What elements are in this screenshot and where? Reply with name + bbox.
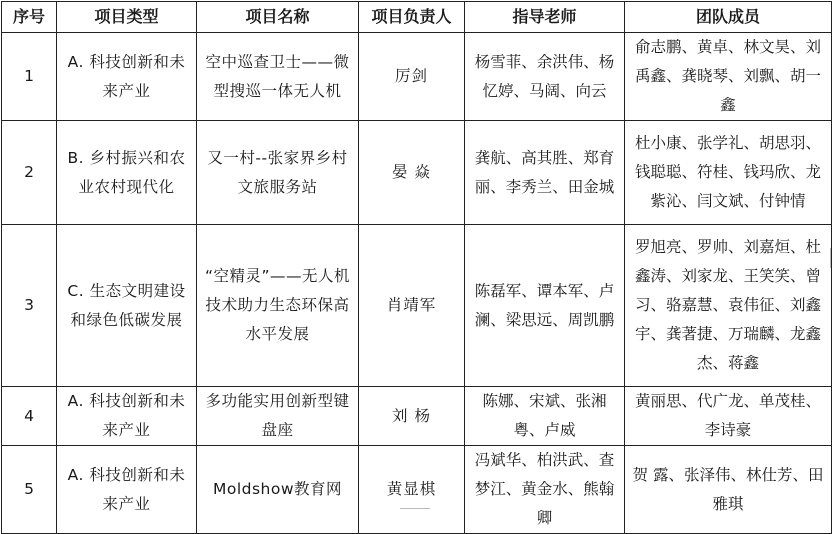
advisors: 陈娜、宋斌、张湘粤、卢威 — [465, 387, 625, 446]
header-name: 项目名称 — [197, 2, 359, 33]
project-name: 空中巡查卫士——微型搜巡一体无人机 — [197, 33, 359, 121]
project-name: 又一村--张家界乡村文旅服务站 — [197, 121, 359, 225]
team-members: 黄丽思、代广龙、单茂桂、李诗豪 — [625, 387, 832, 446]
project-leader: 黄显棋 — [359, 446, 465, 534]
team-members: 贺 露、张泽伟、林仕芳、田雅琪 — [625, 446, 832, 534]
project-type: A. 科技创新和未来产业 — [57, 446, 197, 534]
page-edge-marker — [400, 508, 430, 515]
project-type: A. 科技创新和未来产业 — [57, 33, 197, 121]
project-type: B. 乡村振兴和农业农村现代化 — [57, 121, 197, 225]
header-number: 序号 — [2, 2, 57, 33]
project-leader: 晏 焱 — [359, 121, 465, 225]
project-leader: 厉剑 — [359, 33, 465, 121]
project-leader: 刘 杨 — [359, 387, 465, 446]
row-number: 5 — [2, 446, 57, 534]
advisors: 龚航、高其胜、郑育丽、李秀兰、田金城 — [465, 121, 625, 225]
row-number: 1 — [2, 33, 57, 121]
project-table — [1, 1, 832, 534]
header-leader: 项目负责人 — [359, 2, 465, 33]
header-row — [2, 2, 832, 33]
row-number: 4 — [2, 387, 57, 446]
table-row — [2, 33, 832, 121]
project-name: Moldshow教育网 — [197, 446, 359, 534]
project-name: “空精灵”——无人机技术助力生态环保高水平发展 — [197, 225, 359, 387]
project-type: A. 科技创新和未来产业 — [57, 387, 197, 446]
table-row — [2, 387, 832, 446]
project-type: C. 生态文明建设和绿色低碳发展 — [57, 225, 197, 387]
header-teachers: 指导老师 — [465, 2, 625, 33]
row-number: 3 — [2, 225, 57, 387]
table-row — [2, 121, 832, 225]
advisors: 杨雪菲、余洪伟、杨忆婷、马阔、向云 — [465, 33, 625, 121]
project-name: 多功能实用创新型键盘座 — [197, 387, 359, 446]
table-row — [2, 446, 832, 534]
header-type: 项目类型 — [57, 2, 197, 33]
header-members: 团队成员 — [625, 2, 832, 33]
team-members: 杜小康、张学礼、胡思羽、钱聪聪、符桂、钱玛欣、龙紫沁、闫文斌、付钟情 — [625, 121, 832, 225]
table-row — [2, 225, 832, 387]
row-number: 2 — [2, 121, 57, 225]
project-leader: 肖靖军 — [359, 225, 465, 387]
advisors: 陈磊军、谭本军、卢澜、梁思远、周凯鹏 — [465, 225, 625, 387]
scroll-edge-marker — [830, 248, 837, 268]
advisors: 冯斌华、柏洪武、查梦江、黄金水、熊翰卿 — [465, 446, 625, 534]
team-members: 罗旭亮、罗帅、刘嘉烜、杜鑫涛、刘家龙、王笑笑、曾习、骆嘉慧、袁伟征、刘鑫宇、龚著捷、万瑞麟、龙鑫杰、蒋鑫 — [625, 225, 832, 387]
team-members: 俞志鹏、黄卓、林文昊、刘禹鑫、龚晓琴、刘飘、胡一鑫 — [625, 33, 832, 121]
